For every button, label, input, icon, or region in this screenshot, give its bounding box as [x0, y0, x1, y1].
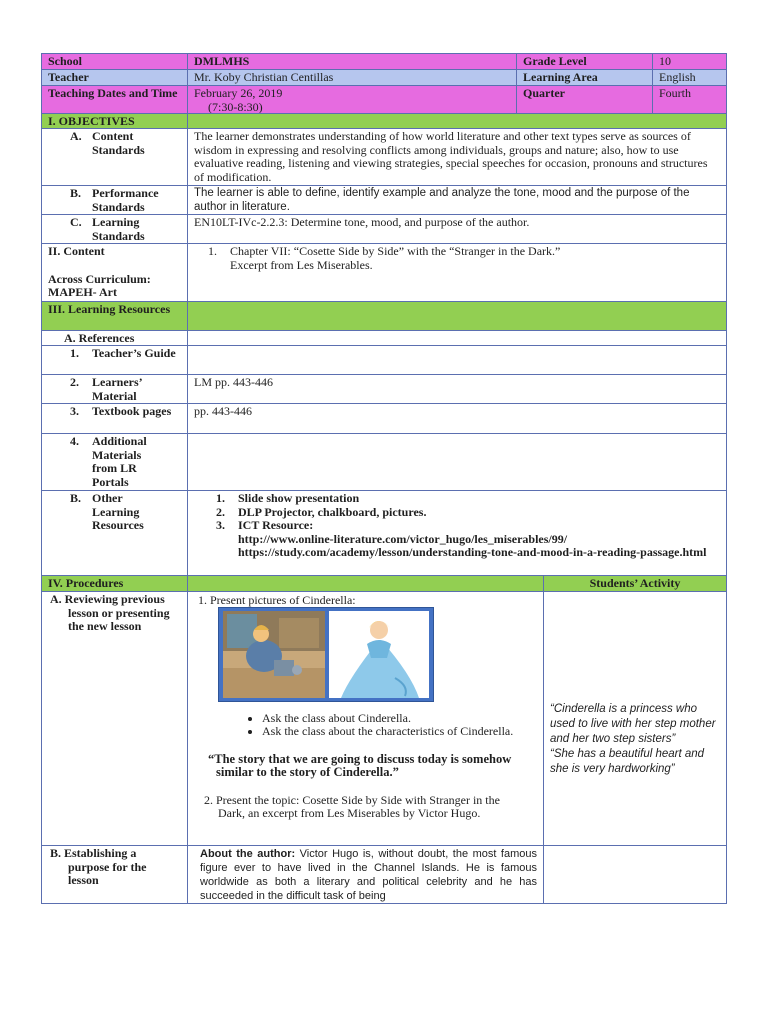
teachers-guide-label	[41, 345, 188, 375]
teachers-guide-text: Teacher’s Guide	[92, 346, 176, 360]
content-standards-text-label: Content Standards	[92, 129, 145, 157]
content-standards-value: The learner demonstrates understanding of how world literature and other text types serve as sources of wisdom in expressing and resolving conflicts among individuals, groups and nature; also, how to use evaluative reading, listening and viewing strategies, special speeches for occasion, pronouns and structures of modification.	[187, 128, 727, 186]
other-resource-num: 3.	[216, 518, 225, 532]
area-value: English	[652, 69, 727, 86]
about-author-label: About the author:	[200, 848, 296, 860]
textbook-pages-value: pp. 443-446	[187, 403, 727, 434]
cinderella-quote: “The story that we are going to discuss today is somehow similar to the story of Cinderella.”	[208, 751, 512, 779]
cinderella-image	[219, 608, 433, 701]
learning-standards-value: EN10LT-IVc-2.2.3: Determine tone, mood, and purpose of the author.	[187, 214, 727, 244]
learners-material-label	[41, 374, 188, 404]
present-pictures-item: 1. Present pictures of Cinderella:	[198, 593, 356, 607]
quarter-label: Quarter	[516, 85, 653, 114]
procedures-heading: IV. Procedures	[41, 575, 188, 592]
other-resource-text: Slide show presentation	[238, 491, 360, 505]
other-resource-num: 2.	[216, 504, 225, 519]
other-resource-text: DLP Projector, chalkboard, pictures.	[238, 504, 427, 519]
quarter-value: Fourth	[652, 85, 727, 114]
content-value-cell	[187, 243, 727, 302]
additional-materials-value	[187, 433, 727, 491]
content-label-cell	[41, 243, 188, 302]
present-topic-item: 2. Present the topic: Cosette Side by Side with Stranger in the Dark, an excerpt from Les Miserables by Victor Hugo.	[204, 792, 500, 820]
school-label: School	[41, 53, 188, 70]
other-resource-item	[216, 519, 720, 533]
content-item-num: 1.	[208, 244, 217, 258]
other-resource-item	[216, 492, 720, 506]
references-label: A. References	[41, 330, 188, 346]
learning-standards-num: C.	[70, 215, 82, 229]
reviewing-lesson-label	[41, 591, 188, 846]
ask-class-item: • Ask the class about the characteristics of Cinderella.	[262, 725, 537, 739]
teacher-label: Teacher	[41, 69, 188, 86]
ask-class-item: • Ask the class about Cinderella.	[262, 712, 537, 726]
content-heading: II. Content	[48, 244, 105, 258]
other-resources-value	[187, 490, 727, 576]
textbook-pages-num: 3.	[70, 404, 79, 418]
additional-materials-num: 4.	[70, 434, 79, 448]
content-item-text: Chapter VII: “Cosette Side by Side” with the “Stranger in the Dark.”	[230, 244, 561, 258]
student-answer-2: “She has a beautiful heart and she is very hardworking”	[550, 748, 705, 775]
establishing-purpose-label	[41, 845, 188, 904]
other-resource-num: 1.	[216, 491, 225, 505]
performance-standards-label	[41, 185, 188, 215]
reviewing-lesson-text: A. Reviewing previous lesson or presenting the new lesson	[50, 592, 170, 633]
grade-value: 10	[652, 53, 727, 70]
about-author-cell	[187, 845, 544, 904]
additional-materials-label	[41, 433, 188, 491]
textbook-pages-label	[41, 403, 188, 434]
student-answer-1: “Cinderella is a princess who used to live with her step mother and her two step sisters”	[550, 703, 716, 745]
establishing-purpose-students	[543, 845, 727, 904]
learners-material-text: Learners’ Material	[92, 375, 142, 403]
students-activity-heading: Students’ Activity	[543, 575, 727, 592]
learners-material-value: LM pp. 443-446	[187, 374, 727, 404]
ask-class-list	[244, 712, 537, 739]
other-resources-list	[216, 492, 720, 533]
content-standards-num: A.	[70, 129, 82, 143]
performance-standards-value: The learner is able to define, identify example and analyze the tone, mood and the purpose of the author in literature.	[187, 185, 727, 215]
school-value: DMLMHS	[187, 53, 517, 70]
other-resource-text: ICT Resource:	[238, 518, 314, 532]
students-activity-answers	[543, 591, 727, 846]
objectives-heading-fill	[187, 113, 727, 129]
learning-standards-label	[41, 214, 188, 244]
across-curriculum: Across Curriculum: MAPEH- Art	[48, 271, 151, 299]
objectives-heading: I. OBJECTIVES	[41, 113, 188, 129]
resources-heading: III. Learning Resources	[41, 301, 188, 331]
teacher-value: Mr. Koby Christian Centillas	[187, 69, 517, 86]
about-author-text: Victor Hugo is, without doubt, the most famous figure ever to have lived in the Channel Islands. He is famous worldwide as both a literary and political celebrity and he has succeeded in the difficult task of being	[200, 848, 537, 902]
other-resource-item	[216, 506, 720, 520]
performance-standards-text-label: Performance Standards	[92, 186, 159, 214]
establishing-purpose-text: B. Establishing a purpose for the lesson	[50, 846, 147, 887]
time-value: (7:30-8:30)	[208, 99, 263, 114]
area-label: Learning Area	[516, 69, 653, 86]
ict-url-2[interactable]: https://study.com/academy/lesson/understanding-tone-and-mood-in-a-reading-passage.html	[238, 545, 707, 559]
dates-value: February 26, 2019	[194, 86, 283, 100]
grade-label: Grade Level	[516, 53, 653, 70]
learning-standards-text-label: Learning Standards	[92, 215, 145, 243]
procedures-heading-fill	[187, 575, 544, 592]
references-value	[187, 330, 727, 346]
textbook-pages-text: Textbook pages	[92, 404, 172, 418]
other-resources-label	[41, 490, 188, 576]
performance-standards-num: B.	[70, 186, 82, 200]
dates-cell	[187, 85, 517, 114]
dates-label: Teaching Dates and Time	[41, 85, 188, 114]
content-standards-label	[41, 128, 188, 186]
ict-url-1[interactable]: http://www.online-literature.com/victor_hugo/les_miserables/99/	[238, 531, 568, 546]
other-resources-text: Other Learning Resources	[92, 491, 144, 532]
cinderella-pictures	[218, 607, 434, 702]
resources-heading-fill	[187, 301, 727, 331]
other-resources-num: B.	[70, 491, 82, 505]
learners-material-num: 2.	[70, 375, 79, 389]
additional-materials-text: Additional Materials from LR Portals	[92, 434, 147, 489]
teachers-guide-value	[187, 345, 727, 375]
teachers-guide-num: 1.	[70, 346, 79, 360]
content-item-excerpt: Excerpt from Les Miserables.	[230, 257, 373, 272]
